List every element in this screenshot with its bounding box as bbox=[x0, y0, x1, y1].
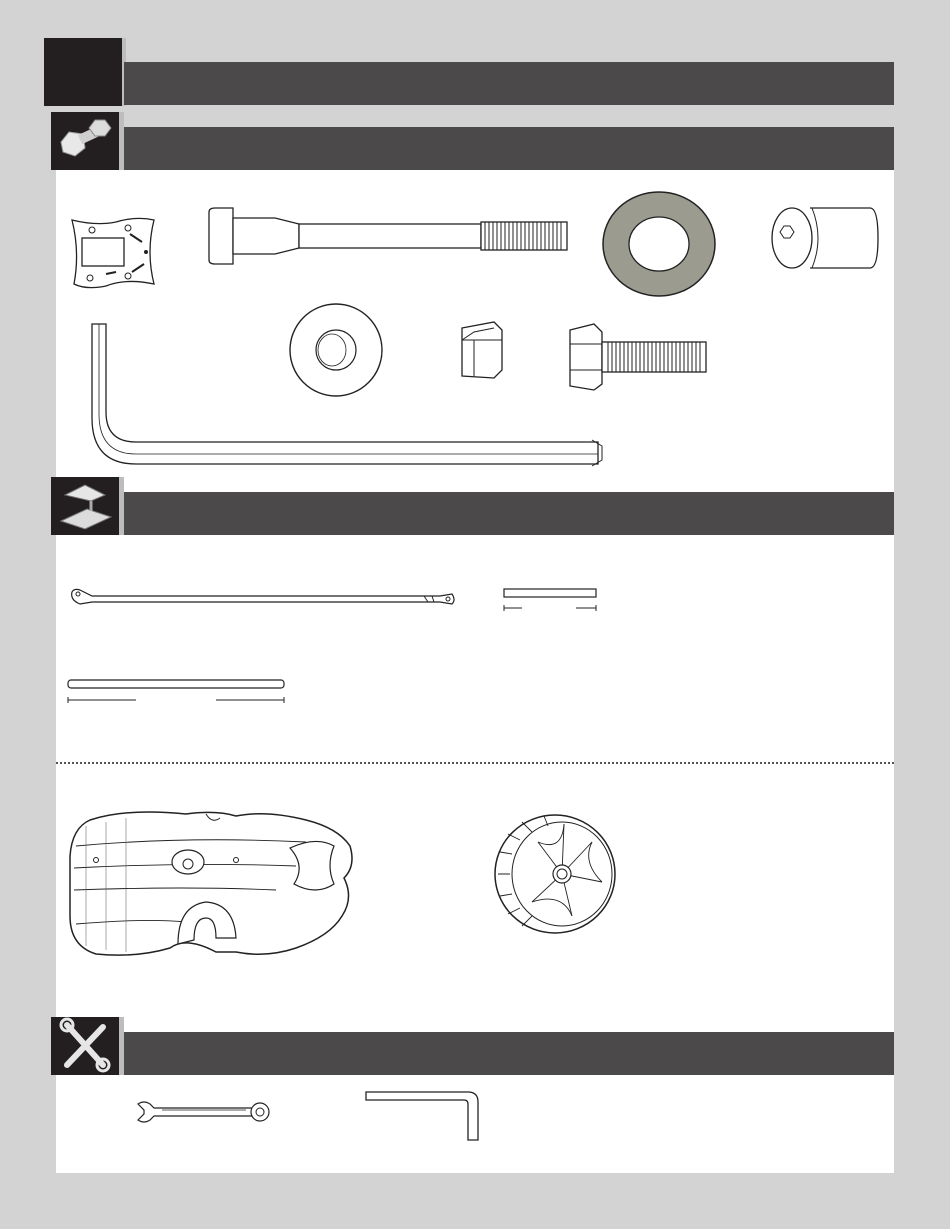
step-number-box bbox=[44, 38, 122, 106]
tools-section-bar bbox=[124, 1032, 894, 1075]
large-washer bbox=[600, 190, 718, 298]
parts-section-icon-box bbox=[51, 477, 119, 535]
long-rod-with-ends bbox=[68, 586, 456, 608]
knob-wheel bbox=[492, 812, 618, 936]
wrench-screwdriver-icon bbox=[51, 1017, 119, 1075]
hardware-section-bar bbox=[124, 127, 894, 170]
short-tube bbox=[502, 588, 598, 614]
flat-washer bbox=[288, 302, 384, 398]
bolt-nut-icon bbox=[51, 112, 119, 170]
bracket-plate bbox=[66, 212, 162, 292]
hex-bolt bbox=[568, 322, 710, 392]
header-bar bbox=[124, 62, 894, 105]
bracket-icon bbox=[51, 477, 119, 535]
plastic-housing bbox=[66, 806, 362, 962]
long-shoulder-bolt bbox=[205, 204, 570, 268]
lock-nut bbox=[454, 318, 506, 382]
cap-nut bbox=[770, 204, 880, 272]
dotted-divider bbox=[56, 762, 894, 764]
allen-key bbox=[364, 1090, 482, 1144]
parts-section-bar bbox=[124, 492, 894, 535]
tools-section-icon-box bbox=[51, 1017, 119, 1075]
combination-wrench bbox=[134, 1098, 274, 1126]
long-tube bbox=[66, 678, 288, 706]
hardware-section-icon-box bbox=[51, 112, 119, 170]
